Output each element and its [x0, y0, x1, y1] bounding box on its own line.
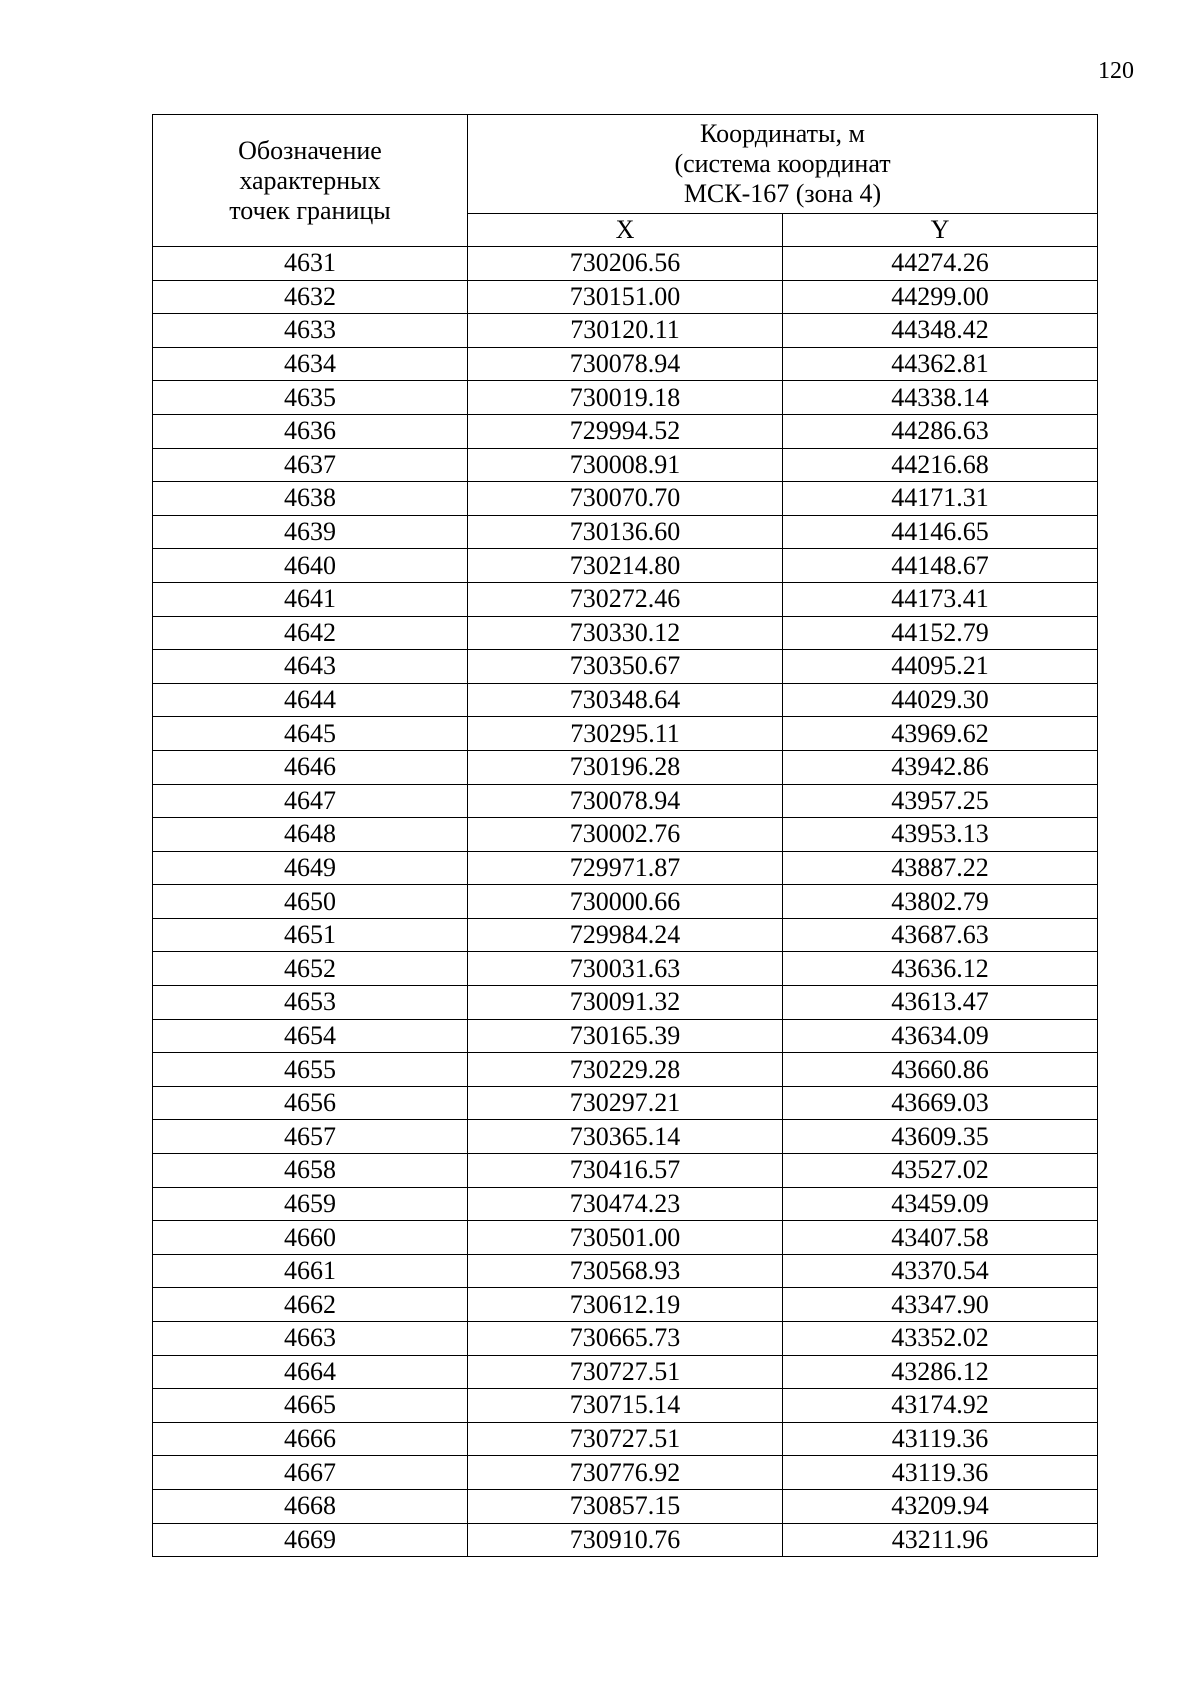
- table-row: [153, 414, 1098, 448]
- table-row: [153, 1120, 1098, 1154]
- y-coordinate-cell: 44299.00: [783, 280, 1098, 314]
- table-row: [153, 347, 1098, 381]
- x-coordinate-cell: 730031.63: [468, 952, 783, 986]
- table-row: [153, 650, 1098, 684]
- point-id-cell: 4643: [153, 650, 468, 684]
- table-row: [153, 515, 1098, 549]
- point-id-cell: 4666: [153, 1422, 468, 1456]
- table-row: [153, 851, 1098, 885]
- y-coordinate-cell: 43209.94: [783, 1489, 1098, 1523]
- point-id-cell: 4663: [153, 1322, 468, 1356]
- y-coordinate-cell: 44362.81: [783, 347, 1098, 381]
- y-coordinate-cell: 44274.26: [783, 247, 1098, 281]
- x-coordinate-cell: 730715.14: [468, 1389, 783, 1423]
- table-row: [153, 683, 1098, 717]
- header-x: X: [468, 214, 783, 247]
- table-row: [153, 986, 1098, 1020]
- x-coordinate-cell: 730568.93: [468, 1254, 783, 1288]
- x-coordinate-cell: 730019.18: [468, 381, 783, 415]
- y-coordinate-cell: 43286.12: [783, 1355, 1098, 1389]
- point-id-cell: 4641: [153, 582, 468, 616]
- point-id-cell: 4656: [153, 1086, 468, 1120]
- y-coordinate-cell: 43407.58: [783, 1221, 1098, 1255]
- point-id-cell: 4649: [153, 851, 468, 885]
- table-row: [153, 247, 1098, 281]
- point-id-cell: 4634: [153, 347, 468, 381]
- point-id-cell: 4668: [153, 1489, 468, 1523]
- table-row: [153, 1254, 1098, 1288]
- point-id-cell: 4647: [153, 784, 468, 818]
- table-row: [153, 1322, 1098, 1356]
- y-coordinate-cell: 43969.62: [783, 717, 1098, 751]
- y-coordinate-cell: 43613.47: [783, 986, 1098, 1020]
- y-coordinate-cell: 44338.14: [783, 381, 1098, 415]
- x-coordinate-cell: 730229.28: [468, 1053, 783, 1087]
- point-id-cell: 4646: [153, 750, 468, 784]
- table-row: [153, 1086, 1098, 1120]
- table-row: [153, 482, 1098, 516]
- y-coordinate-cell: 43942.86: [783, 750, 1098, 784]
- point-id-cell: 4652: [153, 952, 468, 986]
- point-id-cell: 4632: [153, 280, 468, 314]
- point-id-cell: 4665: [153, 1389, 468, 1423]
- y-coordinate-cell: 44216.68: [783, 448, 1098, 482]
- x-coordinate-cell: 730078.94: [468, 784, 783, 818]
- x-coordinate-cell: 730272.46: [468, 582, 783, 616]
- point-id-cell: 4662: [153, 1288, 468, 1322]
- y-coordinate-cell: 44152.79: [783, 616, 1098, 650]
- table-row: [153, 549, 1098, 583]
- table-row: [153, 280, 1098, 314]
- y-coordinate-cell: 43527.02: [783, 1154, 1098, 1188]
- header-coordinates-line: Координаты, м: [700, 119, 865, 148]
- header-coordinates-line: МСК-167 (зона 4): [683, 179, 882, 208]
- x-coordinate-cell: 730151.00: [468, 280, 783, 314]
- table-row: [153, 1288, 1098, 1322]
- y-coordinate-cell: 44286.63: [783, 414, 1098, 448]
- x-coordinate-cell: 730008.91: [468, 448, 783, 482]
- y-coordinate-cell: 43669.03: [783, 1086, 1098, 1120]
- point-id-cell: 4669: [153, 1523, 468, 1557]
- x-coordinate-cell: 729984.24: [468, 918, 783, 952]
- x-coordinate-cell: 730612.19: [468, 1288, 783, 1322]
- x-coordinate-cell: 730000.66: [468, 885, 783, 919]
- table-row: [153, 1221, 1098, 1255]
- y-coordinate-cell: 44148.67: [783, 549, 1098, 583]
- x-coordinate-cell: 730136.60: [468, 515, 783, 549]
- y-coordinate-cell: 43687.63: [783, 918, 1098, 952]
- point-id-cell: 4661: [153, 1254, 468, 1288]
- x-coordinate-cell: 730206.56: [468, 247, 783, 281]
- table-row: [153, 918, 1098, 952]
- x-coordinate-cell: 730078.94: [468, 347, 783, 381]
- point-id-cell: 4651: [153, 918, 468, 952]
- x-coordinate-cell: 730857.15: [468, 1489, 783, 1523]
- header-designation-line: точек границы: [229, 195, 391, 225]
- point-id-cell: 4653: [153, 986, 468, 1020]
- y-coordinate-cell: 43119.36: [783, 1456, 1098, 1490]
- y-coordinate-cell: 43211.96: [783, 1523, 1098, 1557]
- y-coordinate-cell: 43174.92: [783, 1389, 1098, 1423]
- y-coordinate-cell: 43887.22: [783, 851, 1098, 885]
- point-id-cell: 4635: [153, 381, 468, 415]
- y-coordinate-cell: 43609.35: [783, 1120, 1098, 1154]
- point-id-cell: 4644: [153, 683, 468, 717]
- page-number: 120: [1098, 58, 1134, 84]
- point-id-cell: 4664: [153, 1355, 468, 1389]
- y-coordinate-cell: 43636.12: [783, 952, 1098, 986]
- table-row: [153, 582, 1098, 616]
- table-row: [153, 784, 1098, 818]
- point-id-cell: 4631: [153, 247, 468, 281]
- table-row: [153, 885, 1098, 919]
- point-id-cell: 4657: [153, 1120, 468, 1154]
- x-coordinate-cell: 729994.52: [468, 414, 783, 448]
- table-row: [153, 1053, 1098, 1087]
- y-coordinate-cell: 44173.41: [783, 582, 1098, 616]
- table-row: [153, 1523, 1098, 1557]
- x-coordinate-cell: 729971.87: [468, 851, 783, 885]
- x-coordinate-cell: 730120.11: [468, 314, 783, 348]
- point-id-cell: 4648: [153, 818, 468, 852]
- header-coordinates-line: (система координат: [674, 149, 891, 178]
- y-coordinate-cell: 44029.30: [783, 683, 1098, 717]
- y-coordinate-cell: 43634.09: [783, 1019, 1098, 1053]
- x-coordinate-cell: 730910.76: [468, 1523, 783, 1557]
- point-id-cell: 4650: [153, 885, 468, 919]
- point-id-cell: 4637: [153, 448, 468, 482]
- x-coordinate-cell: 730350.67: [468, 650, 783, 684]
- table-row: [153, 381, 1098, 415]
- table-row: [153, 616, 1098, 650]
- y-coordinate-cell: 43459.09: [783, 1187, 1098, 1221]
- x-coordinate-cell: 730091.32: [468, 986, 783, 1020]
- table-row: [153, 952, 1098, 986]
- y-coordinate-cell: 43660.86: [783, 1053, 1098, 1087]
- table-row: [153, 1422, 1098, 1456]
- point-id-cell: 4660: [153, 1221, 468, 1255]
- table-row: [153, 1389, 1098, 1423]
- y-coordinate-cell: 43370.54: [783, 1254, 1098, 1288]
- x-coordinate-cell: 730776.92: [468, 1456, 783, 1490]
- table-row: [153, 750, 1098, 784]
- point-id-cell: 4667: [153, 1456, 468, 1490]
- table-row: [153, 448, 1098, 482]
- y-coordinate-cell: 43347.90: [783, 1288, 1098, 1322]
- x-coordinate-cell: 730070.70: [468, 482, 783, 516]
- table-row: [153, 1154, 1098, 1188]
- point-id-cell: 4633: [153, 314, 468, 348]
- y-coordinate-cell: 43953.13: [783, 818, 1098, 852]
- header-designation-line: характерных: [239, 165, 381, 195]
- x-coordinate-cell: 730295.11: [468, 717, 783, 751]
- x-coordinate-cell: 730214.80: [468, 549, 783, 583]
- x-coordinate-cell: 730297.21: [468, 1086, 783, 1120]
- x-coordinate-cell: 730727.51: [468, 1355, 783, 1389]
- coordinates-table: [152, 114, 1098, 1557]
- table-row: [153, 1019, 1098, 1053]
- table-row: [153, 717, 1098, 751]
- point-id-cell: 4638: [153, 482, 468, 516]
- y-coordinate-cell: 44146.65: [783, 515, 1098, 549]
- table-row: [153, 1355, 1098, 1389]
- y-coordinate-cell: 43957.25: [783, 784, 1098, 818]
- point-id-cell: 4645: [153, 717, 468, 751]
- y-coordinate-cell: 44348.42: [783, 314, 1098, 348]
- y-coordinate-cell: 44095.21: [783, 650, 1098, 684]
- x-coordinate-cell: 730165.39: [468, 1019, 783, 1053]
- point-id-cell: 4659: [153, 1187, 468, 1221]
- y-coordinate-cell: 43352.02: [783, 1322, 1098, 1356]
- header-designation: [153, 115, 468, 247]
- point-id-cell: 4658: [153, 1154, 468, 1188]
- header-y: Y: [783, 214, 1098, 247]
- table-row: [153, 314, 1098, 348]
- y-coordinate-cell: 43802.79: [783, 885, 1098, 919]
- point-id-cell: 4639: [153, 515, 468, 549]
- x-coordinate-cell: 730196.28: [468, 750, 783, 784]
- point-id-cell: 4640: [153, 549, 468, 583]
- x-coordinate-cell: 730330.12: [468, 616, 783, 650]
- table-row: [153, 1187, 1098, 1221]
- point-id-cell: 4654: [153, 1019, 468, 1053]
- x-coordinate-cell: 730002.76: [468, 818, 783, 852]
- x-coordinate-cell: 730665.73: [468, 1322, 783, 1356]
- x-coordinate-cell: 730416.57: [468, 1154, 783, 1188]
- point-id-cell: 4636: [153, 414, 468, 448]
- x-coordinate-cell: 730365.14: [468, 1120, 783, 1154]
- table-row: [153, 1489, 1098, 1523]
- header-coordinates: [468, 115, 1098, 214]
- y-coordinate-cell: 44171.31: [783, 482, 1098, 516]
- table-row: [153, 1456, 1098, 1490]
- table-body: [153, 247, 1098, 1557]
- x-coordinate-cell: 730727.51: [468, 1422, 783, 1456]
- x-coordinate-cell: 730348.64: [468, 683, 783, 717]
- y-coordinate-cell: 43119.36: [783, 1422, 1098, 1456]
- x-coordinate-cell: 730501.00: [468, 1221, 783, 1255]
- table-row: [153, 818, 1098, 852]
- x-coordinate-cell: 730474.23: [468, 1187, 783, 1221]
- point-id-cell: 4642: [153, 616, 468, 650]
- point-id-cell: 4655: [153, 1053, 468, 1087]
- header-designation-line: Обозначение: [238, 135, 382, 165]
